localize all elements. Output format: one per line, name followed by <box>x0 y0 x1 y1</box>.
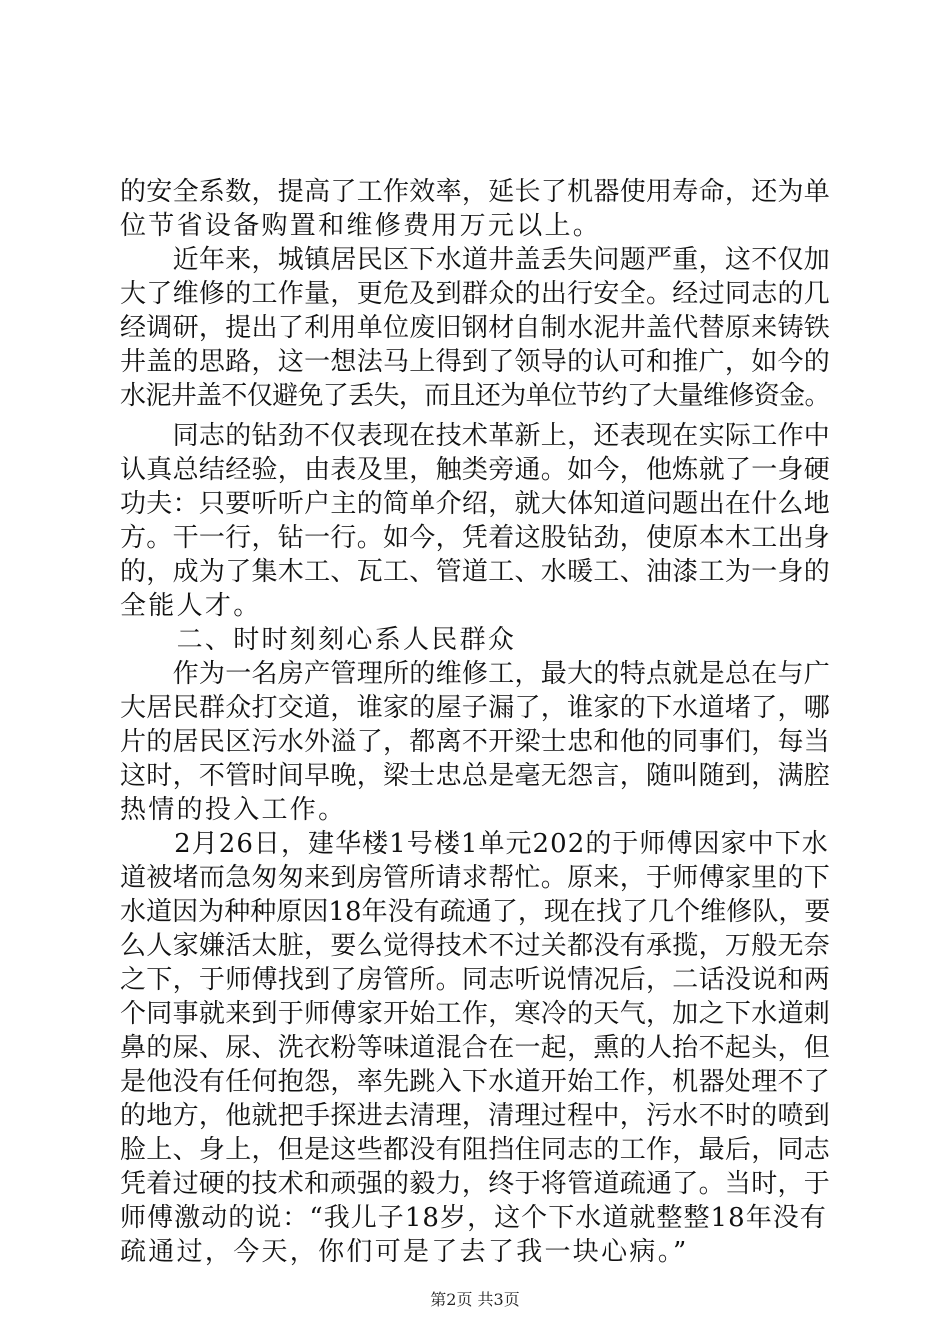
text-line-6: 井盖的思路，这一想法马上得到了领导的认可和推广，如今的 <box>120 347 831 377</box>
text-line-8: 同志的钻劲不仅表现在技术革新上，还表现在实际工作中 <box>120 421 831 451</box>
text-line-27: 是他没有任何抱怨，率先跳入下水道开始工作，机器处理不了 <box>120 1067 831 1097</box>
text-line-23: 么人家嫌活太脏，要么觉得技术不过关都没有承揽，万般无奈 <box>120 931 831 961</box>
text-line-32: 疏通过，今天，你们可是了去了我一块心病。” <box>120 1237 689 1267</box>
text-line-26: 鼻的屎、尿、洗衣粉等味道混合在一起，熏的人抬不起头，但 <box>120 1033 831 1063</box>
text-line-20: 2月26日，建华楼1号楼1单元202的于师傅因家中下水 <box>120 829 829 859</box>
text-line-4: 大了维修的工作量，更危及到群众的出行安全。经过同志的几 <box>120 279 831 309</box>
text-line-2: 位节省设备购置和维修费用万元以上。 <box>120 211 602 241</box>
text-line-12: 的，成为了集木工、瓦工、管道工、水暖工、油漆工为一身的 <box>120 557 831 587</box>
text-line-29: 脸上、身上，但是这些都没有阻挡住同志的工作，最后，同志 <box>120 1135 831 1165</box>
text-line-16: 大居民群众打交道，谁家的屋子漏了，谁家的下水道堵了，哪 <box>120 693 831 723</box>
text-line-9: 认真总结经验，由表及里，触类旁通。如今，他炼就了一身硬 <box>120 455 831 485</box>
text-line-28: 的地方，他就把手探进去清理，清理过程中，污水不时的喷到 <box>120 1101 831 1131</box>
text-line-25: 个同事就来到于师傅家开始工作，寒冷的天气，加之下水道刺 <box>120 999 831 1029</box>
text-line-15: 作为一名房产管理所的维修工，最大的特点就是总在与广 <box>120 659 831 689</box>
text-line-19: 热情的投入工作。 <box>120 795 347 825</box>
text-line-7: 水泥井盖不仅避免了丢失，而且还为单位节约了大量维修资金。 <box>120 381 830 411</box>
text-line-31: 师傅激动的说：“我儿子18岁，这个下水道就整整18年没有 <box>120 1203 827 1233</box>
text-line-13: 全能人才。 <box>120 591 262 621</box>
text-line-5: 经调研，提出了利用单位废旧钢材自制水泥井盖代替原来铸铁 <box>120 313 831 343</box>
text-line-3: 近年来，城镇居民区下水道井盖丢失问题严重，这不仅加 <box>120 245 831 275</box>
text-line-24: 之下，于师傅找到了房管所。同志听说情况后，二话没说和两 <box>120 965 831 995</box>
page-footer: 第2页 共3页 <box>430 1290 520 1309</box>
text-line-17: 片的居民区污水外溢了，都离不开梁士忠和他的同事们，每当 <box>120 727 831 757</box>
section-heading: 二、时时刻刻心系人民群众 <box>120 625 517 655</box>
text-line-18: 这时，不管时间早晚，梁士忠总是毫无怨言，随叫随到，满腔 <box>120 761 831 791</box>
text-line-1: 的安全系数，提高了工作效率，延长了机器使用寿命，还为单 <box>120 177 831 207</box>
text-line-21: 道被堵而急匆匆来到房管所请求帮忙。原来，于师傅家里的下 <box>120 863 831 893</box>
text-line-30: 凭着过硬的技术和顽强的毅力，终于将管道疏通了。当时，于 <box>120 1169 831 1199</box>
text-line-10: 功夫：只要听听户主的简单介绍，就大体知道问题出在什么地 <box>120 489 831 519</box>
text-line-11: 方。干一行，钻一行。如今，凭着这股钻劲，使原本木工出身 <box>120 523 831 553</box>
text-line-22: 水道因为种种原因18年没有疏通了，现在找了几个维修队，要 <box>120 897 831 927</box>
